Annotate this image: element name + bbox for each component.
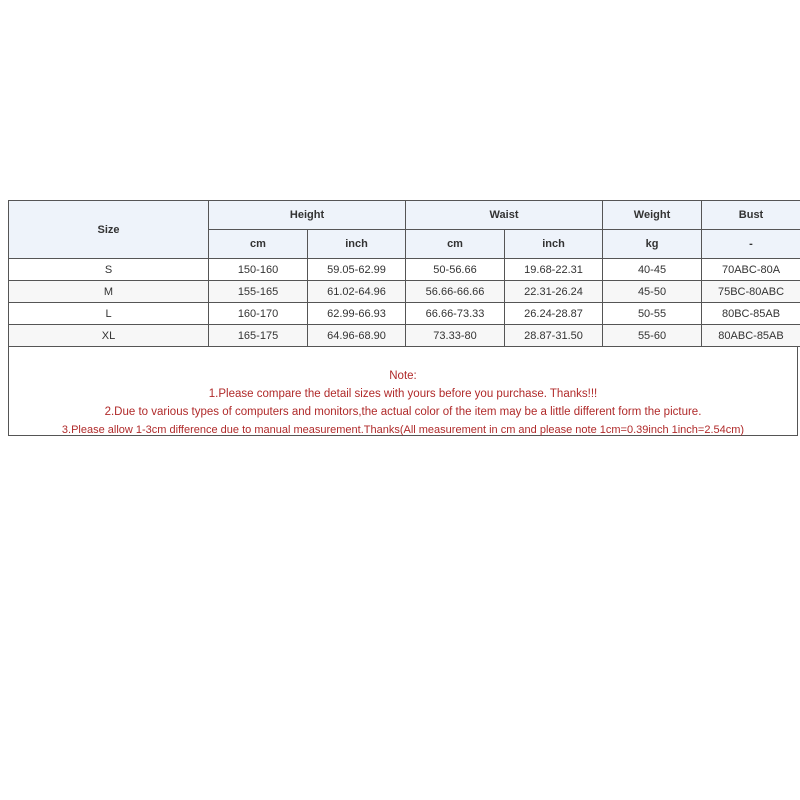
size-cell: XL — [9, 325, 209, 347]
waist-inch-cell: 26.24-28.87 — [505, 303, 603, 325]
height-inch-cell: 61.02-64.96 — [308, 281, 406, 303]
size-cell: S — [9, 259, 209, 281]
weight-cell: 50-55 — [603, 303, 702, 325]
note-line-3: 3.Please allow 1-3cm difference due to manual measurement.Thanks(All measurement in cm and please note 1cm=0.39inch 1inch=2.54cm) — [61, 424, 745, 436]
waist-inch-header: inch — [505, 230, 603, 259]
note-title: Note: — [389, 370, 417, 382]
header-row-main — [9, 201, 800, 230]
weight-cell: 40-45 — [603, 259, 702, 281]
size-cell: M — [9, 281, 209, 303]
size-header: Size — [9, 201, 209, 259]
bust-cell: 80BC-85AB — [702, 303, 800, 325]
height-cm-cell: 160-170 — [209, 303, 308, 325]
weight-unit-header: kg — [603, 230, 702, 259]
waist-cm-cell: 66.66-73.33 — [406, 303, 505, 325]
height-cm-cell: 165-175 — [209, 325, 308, 347]
waist-inch-cell: 19.68-22.31 — [505, 259, 603, 281]
bust-cell: 80ABC-85AB — [702, 325, 800, 347]
height-inch-cell: 62.99-66.93 — [308, 303, 406, 325]
size-chart — [8, 200, 800, 436]
bust-header: Bust — [702, 201, 800, 230]
size-table — [8, 200, 800, 347]
table-row — [9, 281, 800, 303]
height-inch-header: inch — [308, 230, 406, 259]
table-row — [9, 259, 800, 281]
waist-header: Waist — [406, 201, 603, 230]
table-row — [9, 303, 800, 325]
notes-box — [8, 347, 798, 436]
weight-cell: 55-60 — [603, 325, 702, 347]
table-row — [9, 325, 800, 347]
height-inch-cell: 59.05-62.99 — [308, 259, 406, 281]
bust-cell: 70ABC-80A — [702, 259, 800, 281]
bust-cell: 75BC-80ABC — [702, 281, 800, 303]
height-cm-cell: 150-160 — [209, 259, 308, 281]
height-cm-cell: 155-165 — [209, 281, 308, 303]
waist-inch-cell: 28.87-31.50 — [505, 325, 603, 347]
weight-header: Weight — [603, 201, 702, 230]
note-line-1: 1.Please compare the detail sizes with yours before you purchase. Thanks!!! — [208, 388, 598, 400]
waist-cm-cell: 50-56.66 — [406, 259, 505, 281]
height-header: Height — [209, 201, 406, 230]
height-inch-cell: 64.96-68.90 — [308, 325, 406, 347]
waist-cm-cell: 73.33-80 — [406, 325, 505, 347]
waist-cm-header: cm — [406, 230, 505, 259]
size-cell: L — [9, 303, 209, 325]
bust-unit-header: - — [702, 230, 800, 259]
note-line-2: 2.Due to various types of computers and monitors,the actual color of the item may be a little different form the picture. — [104, 406, 702, 418]
height-cm-header: cm — [209, 230, 308, 259]
weight-cell: 45-50 — [603, 281, 702, 303]
waist-cm-cell: 56.66-66.66 — [406, 281, 505, 303]
waist-inch-cell: 22.31-26.24 — [505, 281, 603, 303]
